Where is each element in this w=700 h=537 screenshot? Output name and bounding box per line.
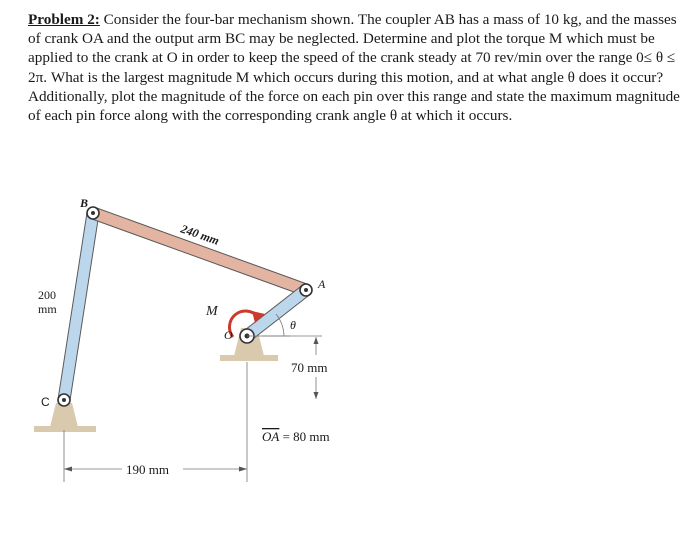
dim-arrow-right-icon xyxy=(239,467,247,472)
pin-a-center xyxy=(304,288,308,292)
label-oa-length xyxy=(262,429,330,444)
label-oa-value: = 80 mm xyxy=(279,429,330,444)
dim-200-unit: mm xyxy=(38,302,57,316)
label-c: C xyxy=(41,395,50,409)
coupler-ab-fill xyxy=(93,213,306,290)
dim-o-arrow-up-icon xyxy=(314,337,319,344)
problem-heading: Problem 2: xyxy=(28,11,100,28)
dim-arrow-left-icon xyxy=(64,467,72,472)
label-m: M xyxy=(206,304,218,319)
label-oa: OA xyxy=(262,429,280,444)
dim-240: 240 mm xyxy=(179,221,222,248)
dim-190: 190 mm xyxy=(126,462,169,477)
pin-c-center xyxy=(62,398,66,402)
dim-70: 70 mm xyxy=(291,360,328,375)
output-arm-bc-fill xyxy=(64,213,93,400)
label-a: A xyxy=(318,277,326,291)
problem-text: Consider the four-bar mechanism shown. The coupler AB has a mass of 10 kg, and the masses of crank OA and the output arm BC may be neglected. Determine and plot the torque M which must be applied to the crank at O in order to keep the speed of the crank steady at 70 rev/min over the range 0≤ θ ≤ 2π. What is the largest magnitude M which occurs during this motion, and at what angle θ does it occur? Additionally, plot the magnitude of the force on each pin over this range and state the maximum magnitude of each pin force along with the corresponding crank angle θ at which it occurs. xyxy=(28,11,680,125)
dim-o-arrow-down-icon xyxy=(314,392,319,399)
dim-200-value: 200 xyxy=(38,288,56,302)
label-b: B xyxy=(80,196,89,210)
label-theta: θ xyxy=(290,318,296,332)
label-o: O xyxy=(224,328,233,342)
pin-b-center xyxy=(91,211,95,215)
